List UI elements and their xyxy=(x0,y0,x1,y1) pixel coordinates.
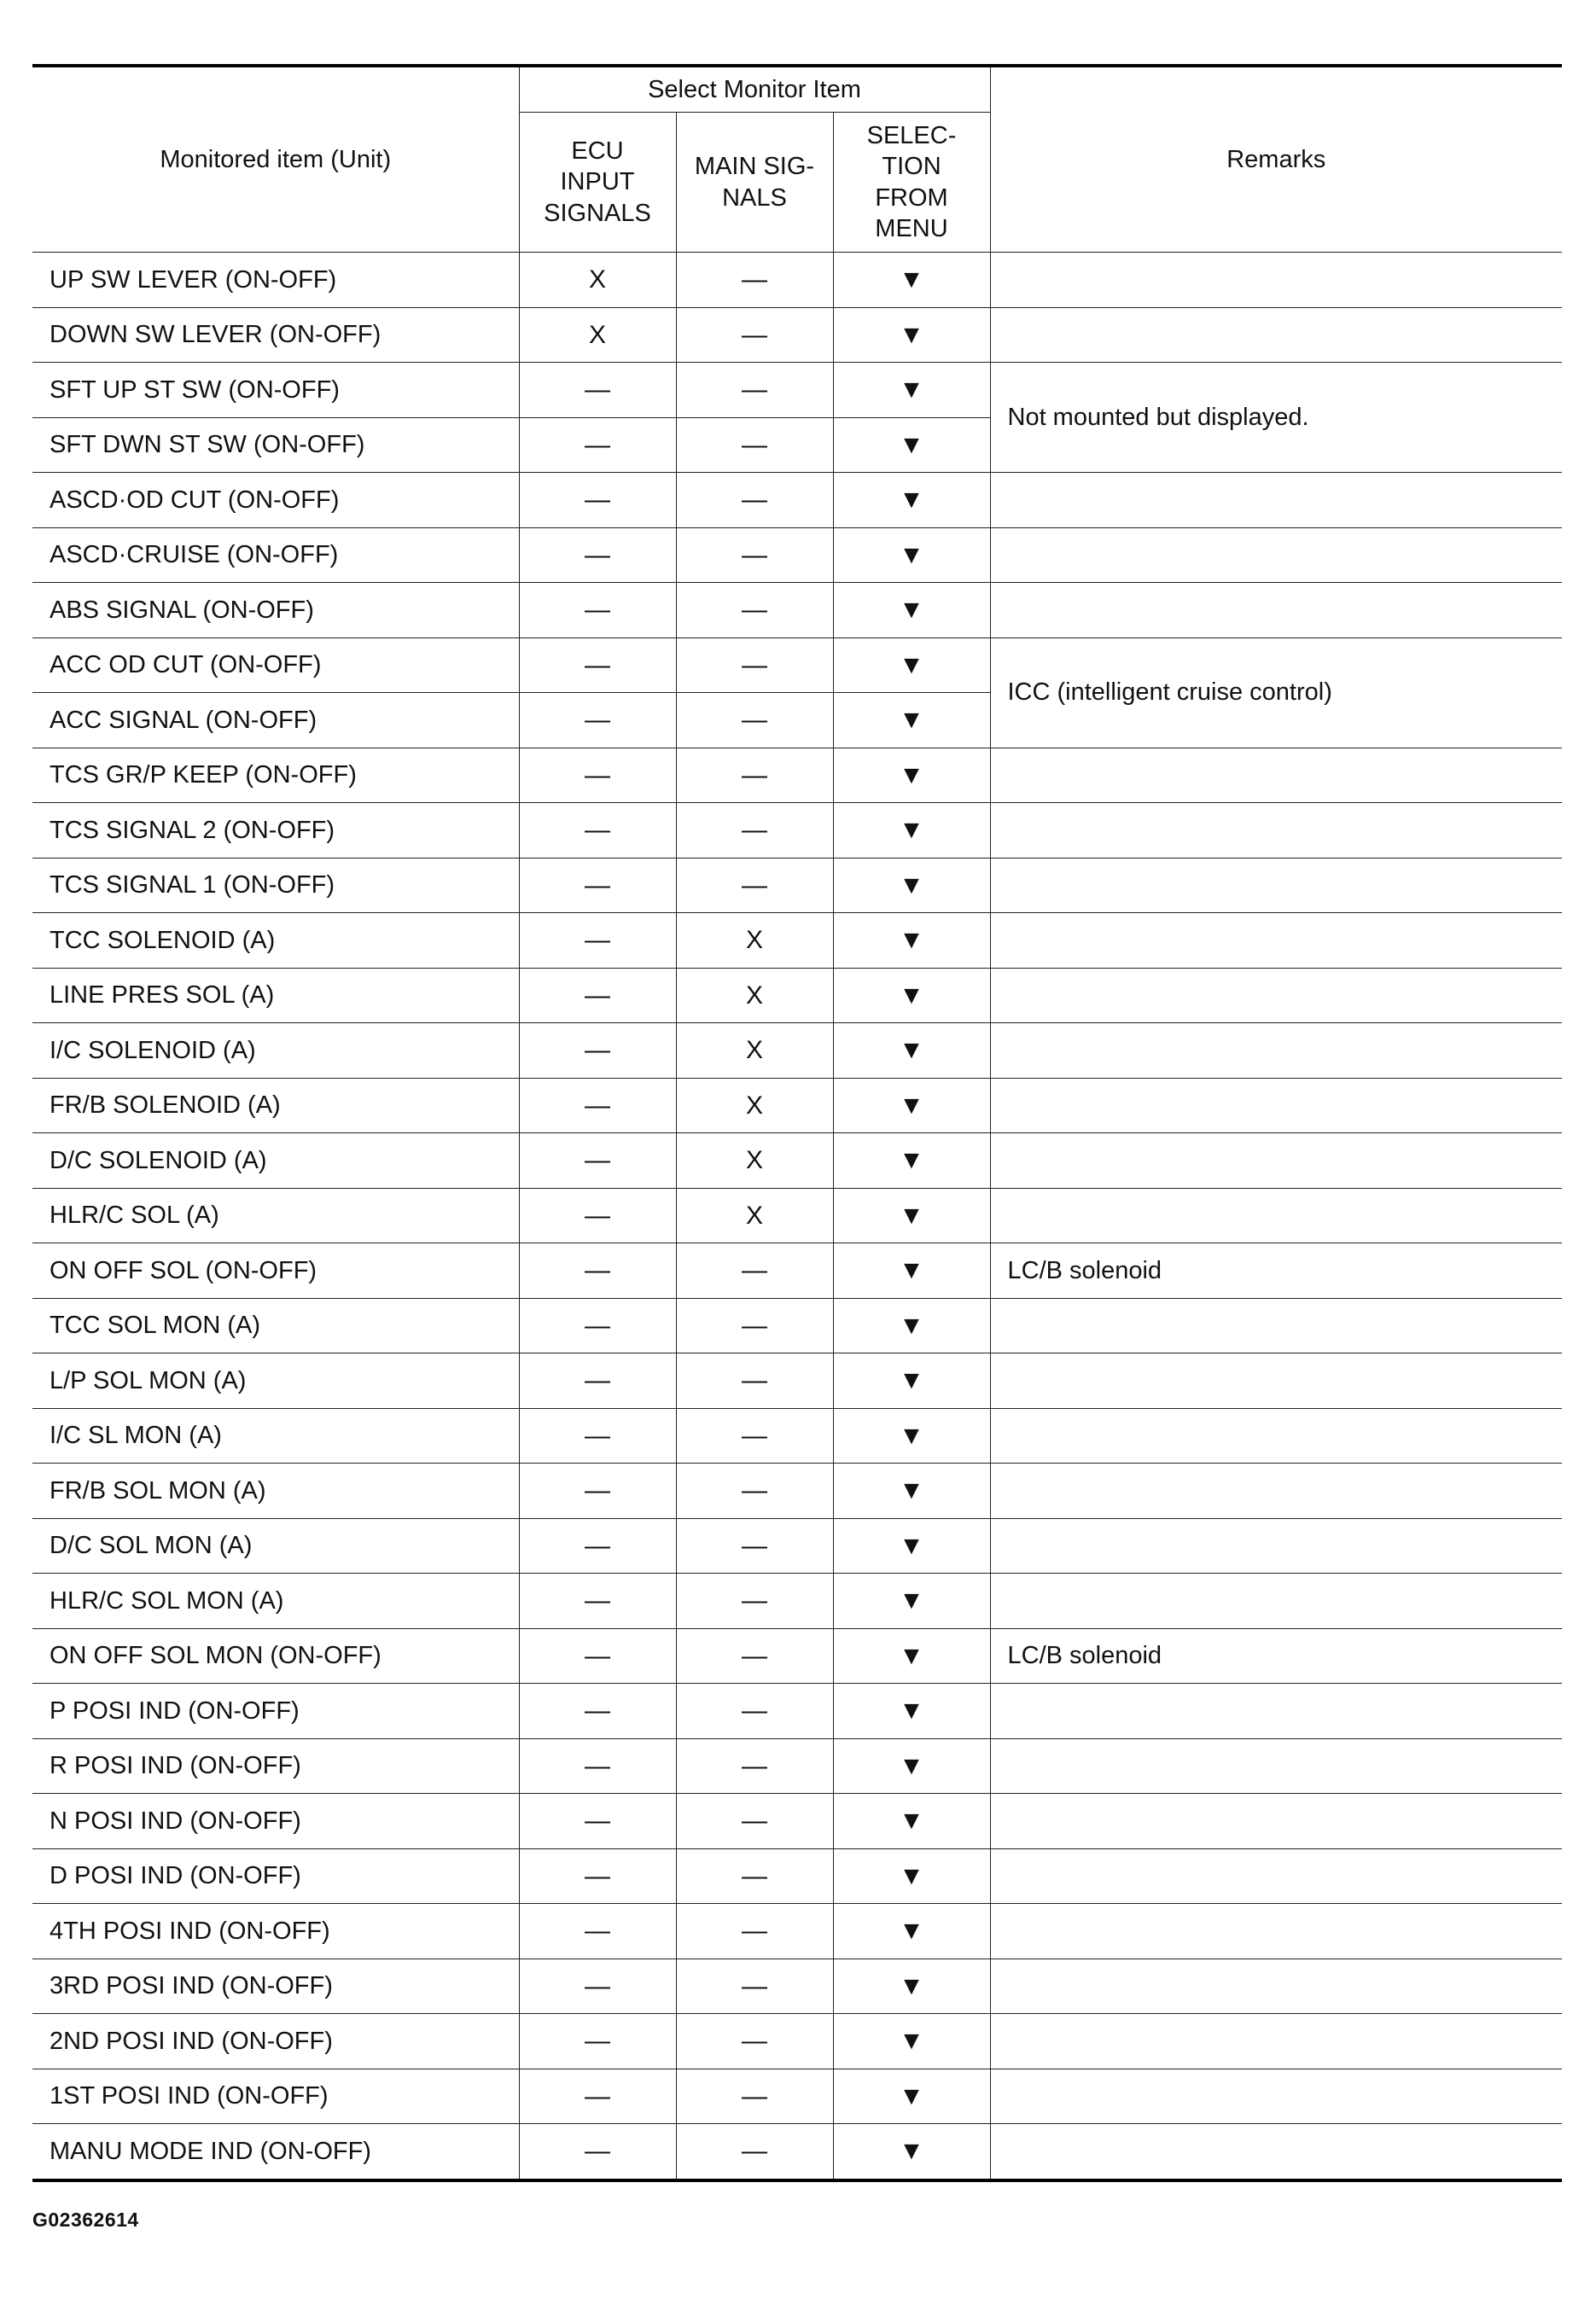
main-signal-cell: — xyxy=(676,1848,833,1904)
main-signal-cell: — xyxy=(676,1794,833,1849)
selection-menu-cell: ▼ xyxy=(833,803,990,858)
ecu-input-cell: X xyxy=(519,253,676,308)
remarks-cell xyxy=(990,1298,1562,1353)
selection-menu-cell: ▼ xyxy=(833,1904,990,1959)
table-row xyxy=(32,1904,1562,1959)
selection-menu-cell: ▼ xyxy=(833,1023,990,1079)
selection-menu-cell: ▼ xyxy=(833,253,990,308)
monitored-item-cell: N POSI IND (ON-OFF) xyxy=(32,1794,519,1849)
table-row xyxy=(32,1133,1562,1189)
monitored-item-cell: I/C SL MON (A) xyxy=(32,1408,519,1464)
main-signal-cell: — xyxy=(676,1464,833,1519)
ecu-input-cell: X xyxy=(519,307,676,363)
ecu-input-cell: — xyxy=(519,527,676,583)
monitored-item-cell: 2ND POSI IND (ON-OFF) xyxy=(32,2014,519,2069)
remarks-cell xyxy=(990,1464,1562,1519)
monitored-item-cell: D/C SOL MON (A) xyxy=(32,1518,519,1574)
main-signal-cell: — xyxy=(676,637,833,693)
selection-menu-cell: ▼ xyxy=(833,583,990,638)
selection-menu-cell: ▼ xyxy=(833,1298,990,1353)
remarks-cell xyxy=(990,1684,1562,1739)
monitored-item-cell: D POSI IND (ON-OFF) xyxy=(32,1848,519,1904)
monitored-item-cell: I/C SOLENOID (A) xyxy=(32,1023,519,1079)
monitored-item-cell: ACC SIGNAL (ON-OFF) xyxy=(32,693,519,748)
monitored-item-cell: HLR/C SOL MON (A) xyxy=(32,1574,519,1629)
monitored-item-cell: D/C SOLENOID (A) xyxy=(32,1133,519,1189)
remarks-cell xyxy=(990,1353,1562,1409)
monitored-item-cell: ASCD·OD CUT (ON-OFF) xyxy=(32,473,519,528)
main-signal-cell: — xyxy=(676,253,833,308)
header-main-signals: MAIN SIG-NALS xyxy=(676,113,833,253)
ecu-input-cell: — xyxy=(519,2069,676,2124)
main-signal-cell: — xyxy=(676,583,833,638)
remarks-cell xyxy=(990,2124,1562,2180)
selection-menu-cell: ▼ xyxy=(833,1684,990,1739)
monitored-item-cell: TCS GR/P KEEP (ON-OFF) xyxy=(32,748,519,803)
table-row xyxy=(32,2014,1562,2069)
monitored-item-cell: TCC SOLENOID (A) xyxy=(32,913,519,969)
remarks-cell xyxy=(990,1848,1562,1904)
main-signal-cell: — xyxy=(676,748,833,803)
main-signal-cell: — xyxy=(676,1574,833,1629)
ecu-input-cell: — xyxy=(519,1078,676,1133)
ecu-input-cell: — xyxy=(519,1133,676,1189)
monitored-item-cell: FR/B SOL MON (A) xyxy=(32,1464,519,1519)
selection-menu-cell: ▼ xyxy=(833,1243,990,1299)
header-monitored-item: Monitored item (Unit) xyxy=(32,66,519,253)
main-signal-cell: — xyxy=(676,527,833,583)
monitored-item-cell: ON OFF SOL (ON-OFF) xyxy=(32,1243,519,1299)
header-ecu-input-signals: ECU INPUT SIGNALS xyxy=(519,113,676,253)
remarks-cell xyxy=(990,2069,1562,2124)
remarks-cell xyxy=(990,473,1562,528)
ecu-input-cell: — xyxy=(519,858,676,913)
ecu-input-cell: — xyxy=(519,363,676,418)
main-signal-cell: — xyxy=(676,473,833,528)
selection-menu-cell: ▼ xyxy=(833,858,990,913)
table-row xyxy=(32,2069,1562,2124)
ecu-input-cell: — xyxy=(519,2014,676,2069)
monitored-item-cell: ABS SIGNAL (ON-OFF) xyxy=(32,583,519,638)
ecu-input-cell: — xyxy=(519,693,676,748)
table-row xyxy=(32,1794,1562,1849)
table-row xyxy=(32,913,1562,969)
ecu-input-cell: — xyxy=(519,1904,676,1959)
monitored-item-cell: 1ST POSI IND (ON-OFF) xyxy=(32,2069,519,2124)
main-signal-cell: — xyxy=(676,417,833,473)
table-row xyxy=(32,1408,1562,1464)
table-row xyxy=(32,1188,1562,1243)
remarks-cell: LC/B solenoid xyxy=(990,1243,1562,1299)
remarks-cell xyxy=(990,1188,1562,1243)
remarks-cell xyxy=(990,1904,1562,1959)
ecu-input-cell: — xyxy=(519,968,676,1023)
selection-menu-cell: ▼ xyxy=(833,968,990,1023)
monitored-item-cell: P POSI IND (ON-OFF) xyxy=(32,1684,519,1739)
main-signal-cell: — xyxy=(676,2014,833,2069)
remarks-cell xyxy=(990,307,1562,363)
table-row xyxy=(32,1628,1562,1684)
main-signal-cell: — xyxy=(676,307,833,363)
remarks-cell xyxy=(990,2014,1562,2069)
monitored-item-cell: MANU MODE IND (ON-OFF) xyxy=(32,2124,519,2180)
ecu-input-cell: — xyxy=(519,1188,676,1243)
ecu-input-cell: — xyxy=(519,913,676,969)
selection-menu-cell: ▼ xyxy=(833,307,990,363)
main-signal-cell: — xyxy=(676,1738,833,1794)
main-signal-cell: — xyxy=(676,1298,833,1353)
ecu-input-cell: — xyxy=(519,1628,676,1684)
table-row xyxy=(32,968,1562,1023)
monitored-item-cell: HLR/C SOL (A) xyxy=(32,1188,519,1243)
remarks-cell xyxy=(990,1023,1562,1079)
header-selection-from-menu: SELEC-TION FROM MENU xyxy=(833,113,990,253)
main-signal-cell: X xyxy=(676,1133,833,1189)
ecu-input-cell: — xyxy=(519,748,676,803)
remarks-cell xyxy=(990,968,1562,1023)
monitored-item-cell: ACC OD CUT (ON-OFF) xyxy=(32,637,519,693)
selection-menu-cell: ▼ xyxy=(833,2014,990,2069)
remarks-cell xyxy=(990,1078,1562,1133)
selection-menu-cell: ▼ xyxy=(833,417,990,473)
remarks-cell: Not mounted but displayed. xyxy=(990,363,1562,473)
monitored-item-cell: TCS SIGNAL 1 (ON-OFF) xyxy=(32,858,519,913)
ecu-input-cell: — xyxy=(519,1298,676,1353)
table-row xyxy=(32,583,1562,638)
table-row xyxy=(32,1298,1562,1353)
monitored-item-cell: ASCD·CRUISE (ON-OFF) xyxy=(32,527,519,583)
table-row xyxy=(32,1574,1562,1629)
ecu-input-cell: — xyxy=(519,1464,676,1519)
table-row xyxy=(32,473,1562,528)
remarks-cell: LC/B solenoid xyxy=(990,1628,1562,1684)
remarks-cell xyxy=(990,913,1562,969)
monitored-item-cell: SFT DWN ST SW (ON-OFF) xyxy=(32,417,519,473)
main-signal-cell: — xyxy=(676,363,833,418)
figure-id: G02362614 xyxy=(32,2209,139,2231)
selection-menu-cell: ▼ xyxy=(833,693,990,748)
table-row xyxy=(32,307,1562,363)
main-signal-cell: X xyxy=(676,1078,833,1133)
ecu-input-cell: — xyxy=(519,1408,676,1464)
monitored-item-cell: L/P SOL MON (A) xyxy=(32,1353,519,1409)
main-signal-cell: — xyxy=(676,1353,833,1409)
selection-menu-cell: ▼ xyxy=(833,1738,990,1794)
table-row xyxy=(32,858,1562,913)
ecu-input-cell: — xyxy=(519,803,676,858)
selection-menu-cell: ▼ xyxy=(833,1464,990,1519)
main-signal-cell: — xyxy=(676,693,833,748)
selection-menu-cell: ▼ xyxy=(833,1959,990,2014)
table-body xyxy=(32,253,1562,2180)
monitor-item-table xyxy=(32,64,1562,2182)
table-row xyxy=(32,1959,1562,2014)
main-signal-cell: — xyxy=(676,858,833,913)
main-signal-cell: — xyxy=(676,2069,833,2124)
selection-menu-cell: ▼ xyxy=(833,1188,990,1243)
ecu-input-cell: — xyxy=(519,1574,676,1629)
main-signal-cell: — xyxy=(676,1684,833,1739)
monitored-item-cell: 4TH POSI IND (ON-OFF) xyxy=(32,1904,519,1959)
main-signal-cell: X xyxy=(676,913,833,969)
selection-menu-cell: ▼ xyxy=(833,1353,990,1409)
table-header xyxy=(32,66,1562,253)
selection-menu-cell: ▼ xyxy=(833,637,990,693)
remarks-cell xyxy=(990,858,1562,913)
main-signal-cell: — xyxy=(676,1904,833,1959)
selection-menu-cell: ▼ xyxy=(833,363,990,418)
selection-menu-cell: ▼ xyxy=(833,1078,990,1133)
table-row xyxy=(32,2124,1562,2180)
monitored-item-cell: R POSI IND (ON-OFF) xyxy=(32,1738,519,1794)
main-signal-cell: X xyxy=(676,1188,833,1243)
table-row xyxy=(32,1684,1562,1739)
ecu-input-cell: — xyxy=(519,637,676,693)
ecu-input-cell: — xyxy=(519,1848,676,1904)
main-signal-cell: X xyxy=(676,1023,833,1079)
monitored-item-cell: SFT UP ST SW (ON-OFF) xyxy=(32,363,519,418)
remarks-cell xyxy=(990,1518,1562,1574)
remarks-cell xyxy=(990,748,1562,803)
ecu-input-cell: — xyxy=(519,1959,676,2014)
table-row xyxy=(32,1848,1562,1904)
selection-menu-cell: ▼ xyxy=(833,1408,990,1464)
remarks-cell xyxy=(990,1794,1562,1849)
remarks-cell xyxy=(990,1738,1562,1794)
table-row xyxy=(32,748,1562,803)
selection-menu-cell: ▼ xyxy=(833,1794,990,1849)
ecu-input-cell: — xyxy=(519,583,676,638)
monitored-item-cell: TCC SOL MON (A) xyxy=(32,1298,519,1353)
selection-menu-cell: ▼ xyxy=(833,1848,990,1904)
header-select-monitor-item: Select Monitor Item xyxy=(519,66,990,113)
main-signal-cell: — xyxy=(676,1408,833,1464)
selection-menu-cell: ▼ xyxy=(833,1518,990,1574)
selection-menu-cell: ▼ xyxy=(833,2069,990,2124)
monitored-item-cell: 3RD POSI IND (ON-OFF) xyxy=(32,1959,519,2014)
table-row xyxy=(32,1353,1562,1409)
table-row xyxy=(32,637,1562,693)
selection-menu-cell: ▼ xyxy=(833,1133,990,1189)
table-row xyxy=(32,1518,1562,1574)
table-row xyxy=(32,803,1562,858)
selection-menu-cell: ▼ xyxy=(833,913,990,969)
table-row xyxy=(32,1243,1562,1299)
ecu-input-cell: — xyxy=(519,1353,676,1409)
ecu-input-cell: — xyxy=(519,1684,676,1739)
main-signal-cell: — xyxy=(676,1243,833,1299)
table-row xyxy=(32,1738,1562,1794)
remarks-cell xyxy=(990,1408,1562,1464)
remarks-cell xyxy=(990,803,1562,858)
selection-menu-cell: ▼ xyxy=(833,2124,990,2180)
monitored-item-cell: DOWN SW LEVER (ON-OFF) xyxy=(32,307,519,363)
table-row xyxy=(32,1078,1562,1133)
ecu-input-cell: — xyxy=(519,1794,676,1849)
table-row xyxy=(32,253,1562,308)
table-row xyxy=(32,1464,1562,1519)
main-signal-cell: — xyxy=(676,1959,833,2014)
header-remarks: Remarks xyxy=(990,66,1562,253)
ecu-input-cell: — xyxy=(519,417,676,473)
selection-menu-cell: ▼ xyxy=(833,527,990,583)
remarks-cell: ICC (intelligent cruise control) xyxy=(990,637,1562,748)
ecu-input-cell: — xyxy=(519,2124,676,2180)
selection-menu-cell: ▼ xyxy=(833,473,990,528)
monitored-item-cell: TCS SIGNAL 2 (ON-OFF) xyxy=(32,803,519,858)
ecu-input-cell: — xyxy=(519,1243,676,1299)
monitored-item-cell: LINE PRES SOL (A) xyxy=(32,968,519,1023)
table-row xyxy=(32,1023,1562,1079)
ecu-input-cell: — xyxy=(519,1023,676,1079)
selection-menu-cell: ▼ xyxy=(833,748,990,803)
main-signal-cell: — xyxy=(676,803,833,858)
remarks-cell xyxy=(990,1959,1562,2014)
ecu-input-cell: — xyxy=(519,473,676,528)
table-row xyxy=(32,527,1562,583)
ecu-input-cell: — xyxy=(519,1518,676,1574)
remarks-cell xyxy=(990,583,1562,638)
table-row xyxy=(32,363,1562,418)
main-signal-cell: — xyxy=(676,2124,833,2180)
remarks-cell xyxy=(990,1574,1562,1629)
remarks-cell xyxy=(990,253,1562,308)
selection-menu-cell: ▼ xyxy=(833,1574,990,1629)
selection-menu-cell: ▼ xyxy=(833,1628,990,1684)
monitored-item-cell: UP SW LEVER (ON-OFF) xyxy=(32,253,519,308)
monitored-item-cell: FR/B SOLENOID (A) xyxy=(32,1078,519,1133)
main-signal-cell: X xyxy=(676,968,833,1023)
monitored-item-cell: ON OFF SOL MON (ON-OFF) xyxy=(32,1628,519,1684)
main-signal-cell: — xyxy=(676,1518,833,1574)
remarks-cell xyxy=(990,1133,1562,1189)
ecu-input-cell: — xyxy=(519,1738,676,1794)
main-signal-cell: — xyxy=(676,1628,833,1684)
remarks-cell xyxy=(990,527,1562,583)
